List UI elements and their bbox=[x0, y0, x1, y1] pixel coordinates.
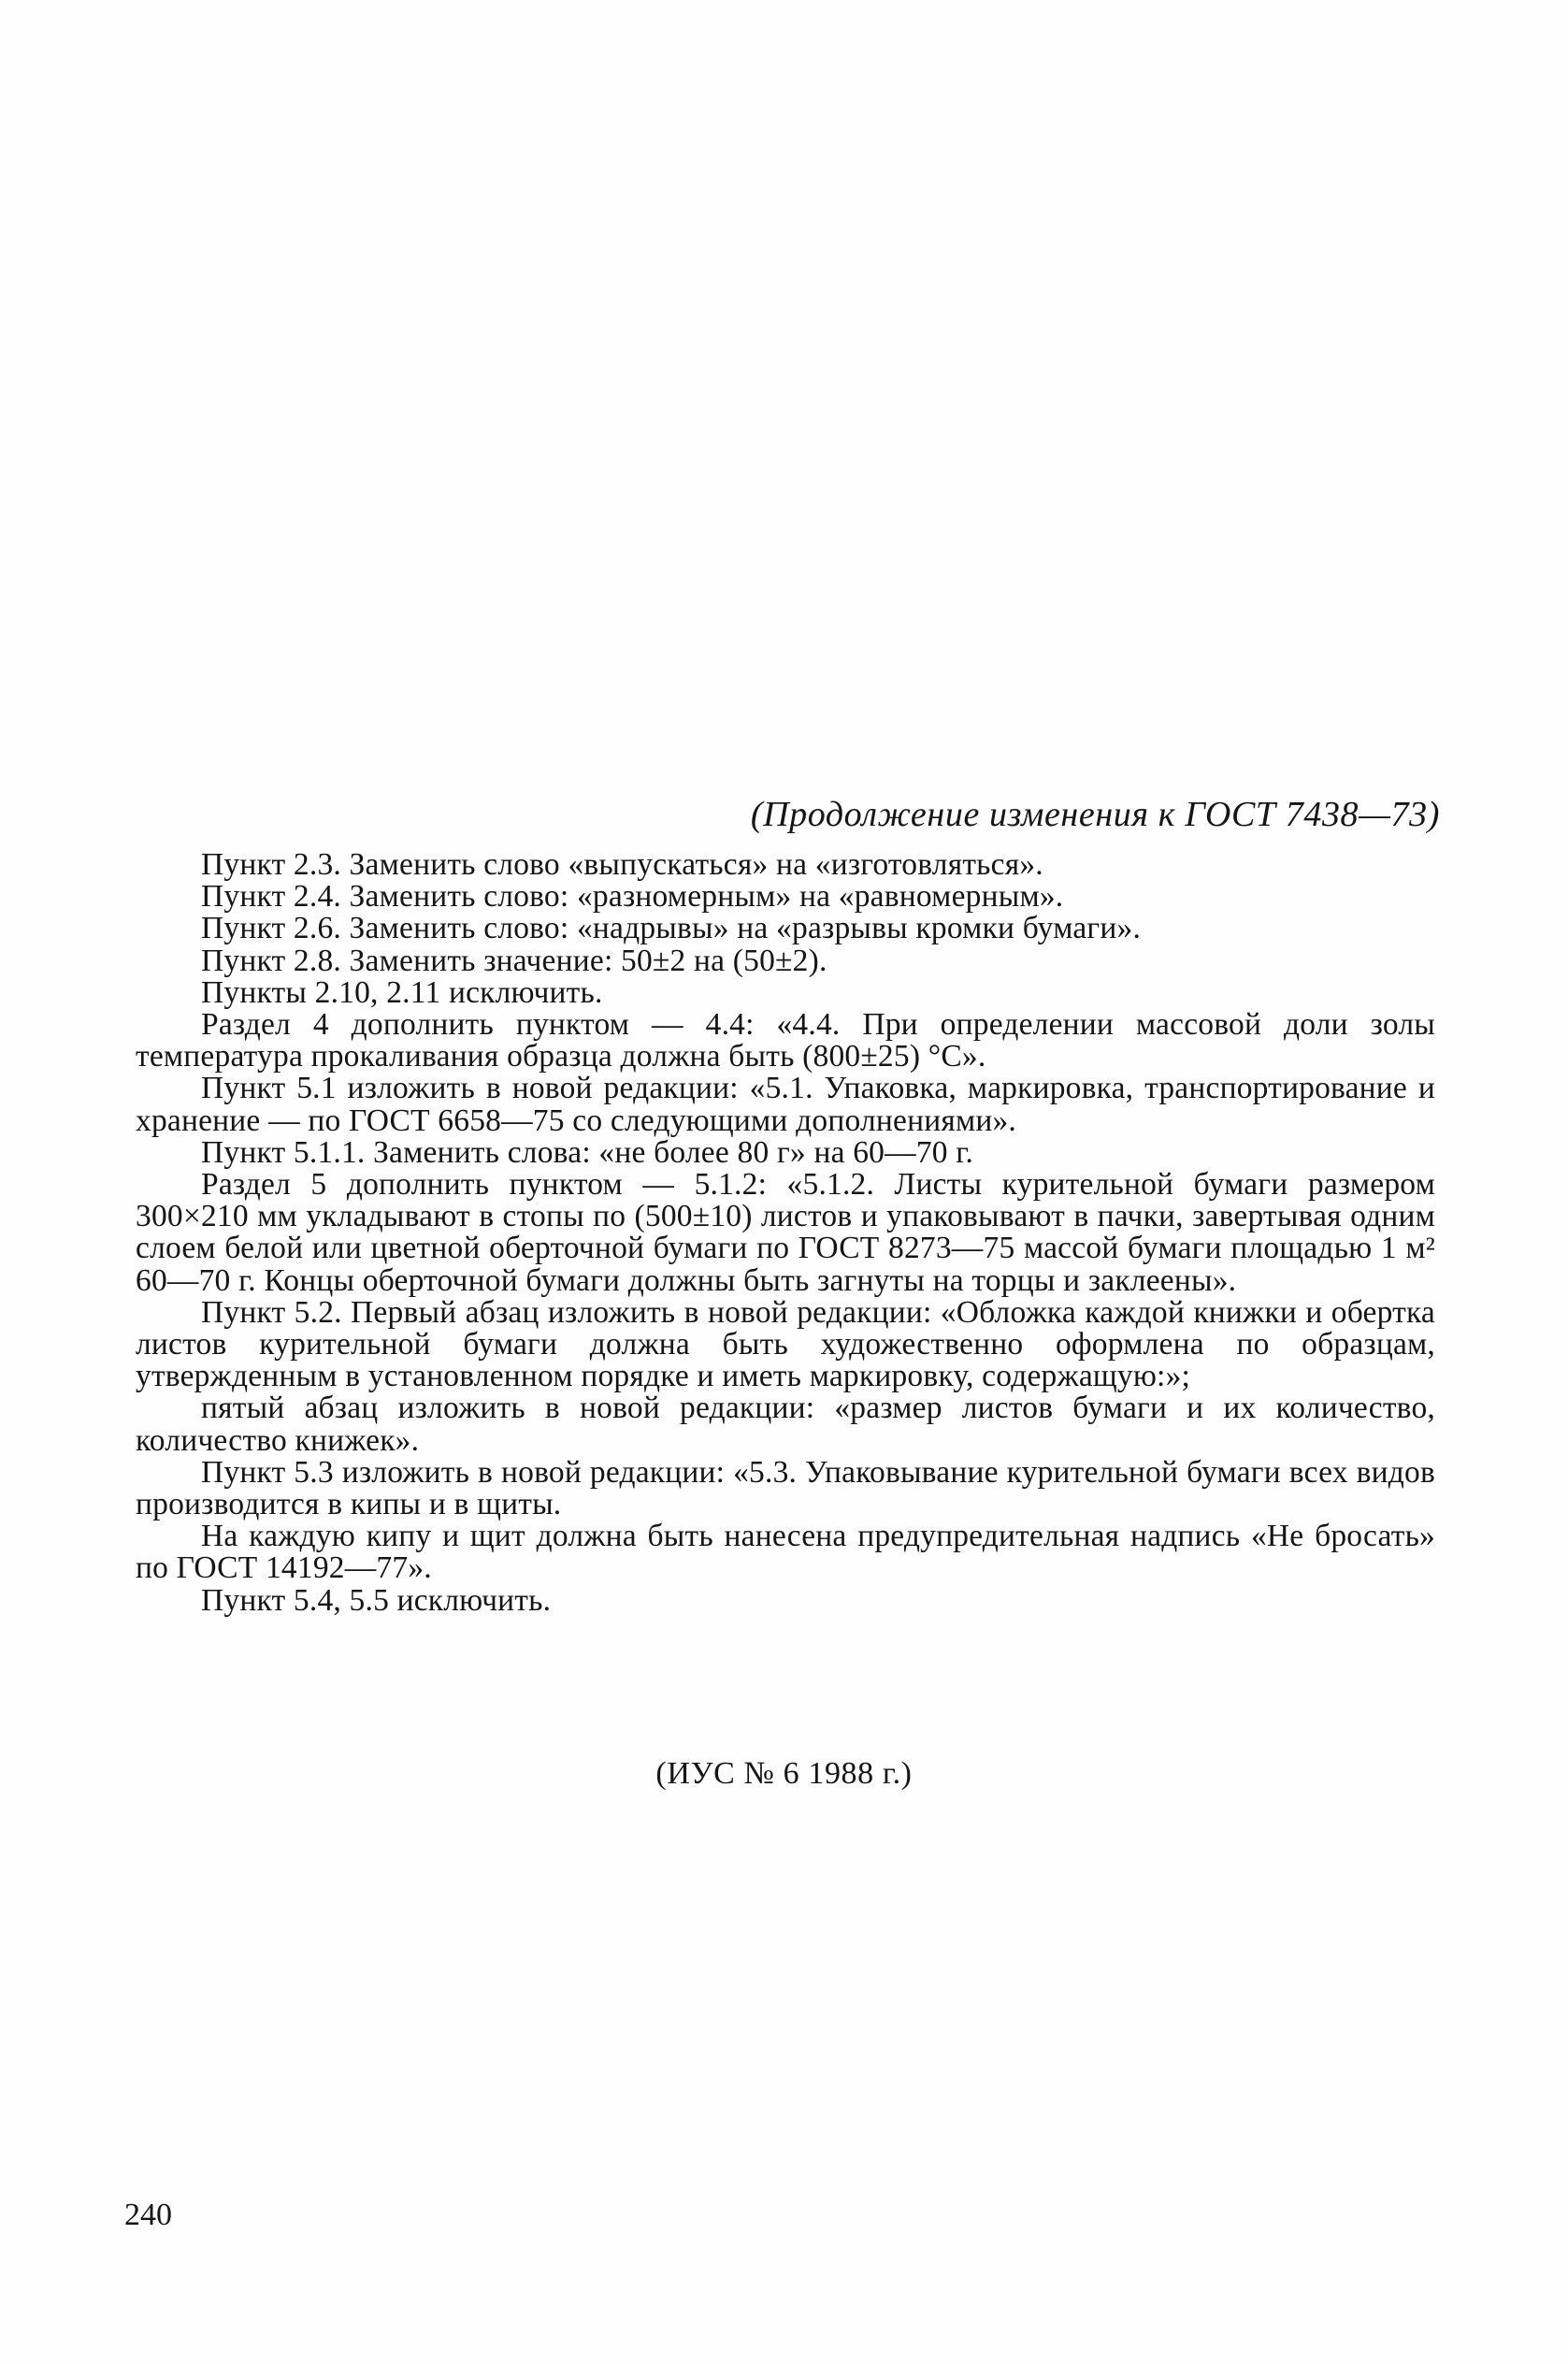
paragraph-5-1: Пункт 5.1 изложить в новой редакции: «5.1. Упаковка, маркировка, транспортирование и хранение — по ГОСТ 6658—75 со следующими дополнениями». bbox=[136, 1071, 1435, 1138]
paragraph-5-4: Пункт 5.4, 5.5 исключить. bbox=[201, 1582, 552, 1618]
source-reference: (ИУС № 6 1988 г.) bbox=[655, 1756, 913, 1791]
paragraph-section-4: Раздел 4 дополнить пунктом — 4.4: «4.4. При определении массовой доли золы температура прокаливания образца должна быть (800±25) °С». bbox=[136, 1007, 1435, 1074]
paragraph-2-6: Пункт 2.6. Заменить слово: «надрывы» на «разрывы кромки бумаги». bbox=[201, 911, 1142, 946]
paragraph-5-3: Пункт 5.3 изложить в новой редакции: «5.3. Упаковывание курительной бумаги всех видов производится в кипы и в щиты. bbox=[136, 1454, 1435, 1522]
paragraph-section-5: Раздел 5 дополнить пунктом — 5.1.2: «5.1.2. Листы курительной бумаги размером 300×210 мм укладывают в стопы по (500±10) листов и упаковывают в пачки, завертывая одним слоем белой или цветной оберточной бумаги по ГОСТ 8273—75 массой бумаги площадью 1 м² 60—70 г. Концы оберточной бумаги должны быть загнуты на торцы и заклеены». bbox=[136, 1167, 1435, 1298]
amendment-text bbox=[136, 849, 1435, 1617]
paragraph-5-2: Пункт 5.2. Первый абзац изложить в новой редакции: «Обложка каждой книжки и обертка листов курительной бумаги должна быть художественно оформлена по образцам, утвержденным в установленном порядке и иметь маркировку, содержащую:»; bbox=[136, 1294, 1435, 1394]
paragraph-fifth-abzac: пятый абзац изложить в новой редакции: «размер листов бумаги и их количество, количество книжек». bbox=[136, 1391, 1435, 1458]
continuation-header: (Продолжение изменения к ГОСТ 7438—73) bbox=[750, 795, 1440, 834]
paragraph-2-10: Пункты 2.10, 2.11 исключить. bbox=[201, 974, 603, 1010]
paragraph-2-4: Пункт 2.4. Заменить слово: «разномерным» на «равномерным». bbox=[201, 879, 1064, 915]
paragraph-2-3: Пункт 2.3. Заменить слово «выпускаться» на «изготовляться». bbox=[201, 847, 1043, 882]
paragraph-warning: На каждую кипу и щит должна быть нанесена предупредительная надпись «Не бросать» по ГОСТ 14192—77». bbox=[136, 1519, 1435, 1586]
paragraph-2-8: Пункт 2.8. Заменить значение: 50±2 на (50±2). bbox=[201, 943, 827, 978]
page-number: 240 bbox=[124, 2198, 172, 2232]
paragraph-5-1-1: Пункт 5.1.1. Заменить слова: «не более 80 г» на 60—70 г. bbox=[201, 1134, 974, 1170]
